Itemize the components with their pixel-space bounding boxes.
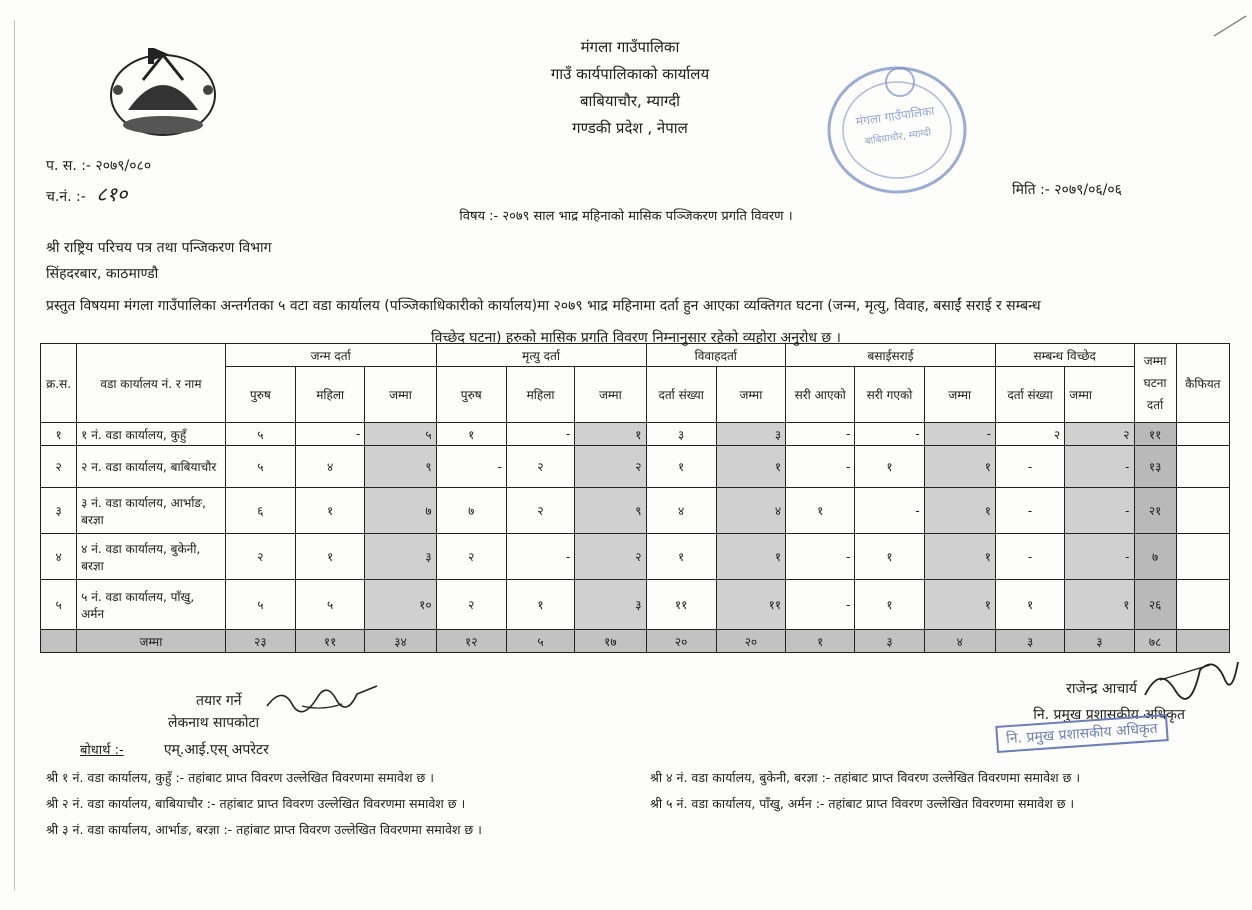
cell-birth-female: - — [296, 423, 365, 446]
cell-migration-out: १ — [855, 446, 924, 488]
col-migration: बसाईसराई — [786, 344, 996, 367]
cell-birth-total: ७ — [365, 488, 436, 534]
cell-birth-total: ५ — [365, 423, 436, 446]
body-line-2: विच्छेद घटना) हरुको मासिक प्रगति विवरण निम्नानुसार रहेको व्यहोरा अनुरोध छ । — [431, 330, 841, 346]
cell-divorce-count: १ — [995, 580, 1064, 630]
table-row — [41, 534, 1230, 580]
cell-death-male: १ — [436, 423, 506, 446]
cell-remarks — [1176, 446, 1229, 488]
cell-migration-total: - — [924, 423, 995, 446]
cell-birth-male: २ — [225, 534, 295, 580]
sub-birth-female: महिला — [296, 367, 365, 423]
office-name: मंगला गाउँपालिका — [580, 38, 680, 56]
cell-death-male: २ — [436, 580, 506, 630]
cell-ward: २ न. वडा कार्यालय, बाबियाचौर — [77, 446, 226, 488]
cell-marriage-total: ४ — [716, 488, 785, 534]
sub-death-female: महिला — [506, 367, 574, 423]
cell-total-death-total: १७ — [575, 630, 646, 653]
cell-marriage-total: १ — [716, 446, 785, 488]
officer-signature — [1140, 650, 1240, 710]
cell-birth-female: ४ — [296, 446, 365, 488]
cell-remarks — [1176, 534, 1229, 580]
cell-total-migration-in: १ — [786, 630, 855, 653]
cell-total-events: १३ — [1134, 446, 1176, 488]
addressee-line-2: सिंहदरबार, काठमाण्डौ — [46, 266, 159, 282]
cell-ward: ५ नं. वडा कार्यालय, पाँखु, अर्मन — [77, 580, 226, 630]
cell-remarks — [1176, 488, 1229, 534]
prepared-by-label: तयार गर्ने — [196, 693, 242, 709]
col-birth: जन्म दर्ता — [225, 344, 436, 367]
cell-total-divorce-count: ३ — [995, 630, 1064, 653]
table-header-row — [41, 344, 1230, 367]
cell-total-sn — [41, 630, 77, 653]
cell-birth-female: ५ — [296, 580, 365, 630]
cell-death-total: ३ — [575, 580, 646, 630]
table-total-row — [41, 630, 1230, 653]
scan-left-edge — [14, 20, 15, 890]
cell-birth-male: ६ — [225, 488, 295, 534]
office-location: बाबियाचौर, म्याग्दी — [579, 92, 681, 110]
cell-divorce-total: १ — [1065, 580, 1134, 630]
cell-marriage-total: ११ — [716, 580, 785, 630]
preparer-signature — [262, 676, 382, 726]
cell-migration-out: - — [855, 488, 924, 534]
cell-migration-out: १ — [855, 580, 924, 630]
list-item: श्री ४ नं. वडा कार्यालय, बुकेनी, बरज्ञा :- तहांबाट प्राप्त विवरण उल्लेखित विवरणमा समावेश छ । — [650, 770, 1081, 785]
prepared-by-name: लेकनाथ सापकोटा — [168, 715, 260, 731]
cell-death-female: २ — [506, 488, 574, 534]
col-divorce: सम्बन्ध विच्छेद — [995, 344, 1134, 367]
col-ward: वडा कार्यालय नं. र नाम — [77, 344, 226, 423]
cell-total-events: २१ — [1134, 488, 1176, 534]
cell-death-female: १ — [506, 580, 574, 630]
prepared-by-title: एम्.आई.एस् अपरेटर — [163, 742, 269, 758]
cell-marriage-count: ११ — [646, 580, 716, 630]
subject-line: विषय :- २०७९ साल भाद्र महिनाको मासिक पञ्जिकरण प्रगति विवरण । — [459, 209, 793, 224]
table-row — [41, 488, 1230, 534]
office-subtitle: गाउँ कार्यपालिकाको कार्यालय — [550, 65, 710, 83]
cell-marriage-count: १ — [646, 446, 716, 488]
cell-sn: ३ — [41, 488, 77, 534]
office-province: गण्डकी प्रदेश , नेपाल — [572, 119, 688, 137]
cell-divorce-total: - — [1065, 534, 1134, 580]
cell-remarks — [1176, 580, 1229, 630]
cell-divorce-count: - — [995, 446, 1064, 488]
registration-progress-table — [40, 343, 1230, 653]
sub-birth-total: जम्मा — [365, 367, 436, 423]
cell-total-migration-total: ४ — [924, 630, 995, 653]
cell-death-total: २ — [575, 534, 646, 580]
col-death: मृत्यु दर्ता — [436, 344, 646, 367]
cell-marriage-count: १ — [646, 534, 716, 580]
list-item: श्री १ नं. वडा कार्यालय, कुहुँ :- तहांबाट प्राप्त विवरण उल्लेखित विवरणमा समावेश छ । — [46, 770, 434, 785]
cell-ward: ३ नं. वडा कार्यालय, आर्भाङ, बरज्ञा — [77, 488, 226, 534]
cell-divorce-total: - — [1065, 446, 1134, 488]
nepal-emblem-logo — [98, 40, 228, 140]
table-row — [41, 446, 1230, 488]
cell-migration-total: १ — [924, 534, 995, 580]
cell-migration-in: - — [786, 446, 855, 488]
officer-name: राजेन्द्र आचार्य — [1066, 681, 1137, 697]
chalani-handwritten-value: ८१० — [96, 182, 128, 206]
cell-migration-total: १ — [924, 580, 995, 630]
list-item: श्री ५ नं. वडा कार्यालय, पाँखु, अर्मन :- तहांबाट प्राप्त विवरण उल्लेखित विवरणमा समावेश छ । — [650, 796, 1075, 811]
cell-sn: ४ — [41, 534, 77, 580]
cell-birth-female: १ — [296, 488, 365, 534]
cell-total-events: ७ — [1134, 534, 1176, 580]
cell-death-female: २ — [506, 446, 574, 488]
sub-marriage-count: दर्ता संख्या — [646, 367, 716, 423]
cell-birth-male: ५ — [225, 580, 295, 630]
sub-death-total: जम्मा — [575, 367, 646, 423]
sub-divorce-count: दर्ता संख्या — [995, 367, 1064, 423]
cell-sn: २ — [41, 446, 77, 488]
cell-total-death-female: ५ — [506, 630, 574, 653]
sub-marriage-total: जम्मा — [716, 367, 785, 423]
bodharth-label: बोधार्थ :- — [80, 743, 124, 758]
cell-birth-total: ९ — [365, 446, 436, 488]
cell-total-birth-total: ३४ — [365, 630, 436, 653]
cell-marriage-count: ३ — [646, 423, 716, 446]
sub-migration-out: सरी गएको — [855, 367, 924, 423]
addressee-line-1: श्री राष्ट्रिय परिचय पत्र तथा पन्जिकरण विभाग — [46, 240, 272, 256]
cell-death-total: ९ — [575, 488, 646, 534]
patra-sankhya: प. स. :- २०७९/०८० — [46, 158, 152, 174]
cell-ward: १ नं. वडा कार्यालय, कुहुँ — [77, 423, 226, 446]
table-row — [41, 580, 1230, 630]
cell-birth-total: ३ — [365, 534, 436, 580]
cell-total-events-sum: ७८ — [1134, 630, 1176, 653]
cell-total-marriage-total: २० — [716, 630, 785, 653]
col-marriage: विवाहदर्ता — [646, 344, 786, 367]
cell-birth-male: ५ — [225, 446, 295, 488]
cell-birth-total: १० — [365, 580, 436, 630]
cell-total-label: जम्मा — [77, 630, 226, 653]
list-item: श्री २ नं. वडा कार्यालय, बाबियाचौर :- तहांबाट प्राप्त विवरण उल्लेखित विवरणमा समावेश छ । — [46, 796, 466, 811]
sub-migration-in: सरी आएको — [786, 367, 855, 423]
cell-divorce-count: - — [995, 534, 1064, 580]
bodharth-notes-right — [650, 765, 1080, 817]
sub-birth-male: पुरुष — [225, 367, 295, 423]
cell-death-total: २ — [575, 446, 646, 488]
table-row — [41, 423, 1230, 446]
cell-death-male: - — [436, 446, 506, 488]
cell-total-events: २६ — [1134, 580, 1176, 630]
cell-death-female: - — [506, 534, 574, 580]
cell-death-female: - — [506, 423, 574, 446]
cell-marriage-total: ३ — [716, 423, 785, 446]
list-item: श्री ३ नं. वडा कार्यालय, आर्भाङ, बरज्ञा :- तहांबाट प्राप्त विवरण उल्लेखित विवरणमा समावेश छ । — [46, 822, 482, 837]
sub-death-male: पुरुष — [436, 367, 506, 423]
cell-divorce-total: - — [1065, 488, 1134, 534]
sub-divorce-total: जम्मा — [1065, 367, 1134, 423]
chalani-number-row — [46, 180, 127, 207]
col-remarks: कैफियत — [1176, 344, 1229, 423]
office-seal-stamp — [822, 60, 972, 200]
svg-text:मंगला गाउँपालिका: मंगला गाउँपालिका — [854, 103, 936, 129]
cell-birth-male: ५ — [225, 423, 295, 446]
cell-migration-in: - — [786, 534, 855, 580]
col-sn: क्र.स. — [41, 344, 77, 423]
body-line-1: प्रस्तुत विषयमा मंगला गाउँपालिका अन्तर्गतका ५ वटा वडा कार्यालय (पञ्जिकाधिकारीको कार्यालय)मा २०७९ भाद्र महिनामा दर्ता हुन आएका व्यक्तिगत घटना (जन्म, मृत्यु, विवाह, बसाईं सराई र सम्बन्ध — [46, 298, 1041, 314]
cell-migration-out: १ — [855, 534, 924, 580]
cell-death-male: ७ — [436, 488, 506, 534]
cell-migration-in: - — [786, 580, 855, 630]
cell-remarks — [1176, 423, 1229, 446]
cell-migration-total: १ — [924, 446, 995, 488]
bodharth-notes-left — [46, 765, 482, 843]
cell-total-marriage-count: २० — [646, 630, 716, 653]
sub-migration-total: जम्मा — [924, 367, 995, 423]
cell-total-events: ११ — [1134, 423, 1176, 446]
cell-birth-female: १ — [296, 534, 365, 580]
cell-total-migration-out: ३ — [855, 630, 924, 653]
bodharth-row — [80, 740, 269, 759]
cell-sn: ५ — [41, 580, 77, 630]
cell-divorce-count: - — [995, 488, 1064, 534]
cell-total-death-male: १२ — [436, 630, 506, 653]
cell-ward: ४ नं. वडा कार्यालय, बुकेनी, बरज्ञा — [77, 534, 226, 580]
cell-sn: १ — [41, 423, 77, 446]
cell-total-birth-female: ११ — [296, 630, 365, 653]
cell-death-total: १ — [575, 423, 646, 446]
cell-migration-out: - — [855, 423, 924, 446]
svg-text:बाबियाचौर, म्याग्दी: बाबियाचौर, म्याग्दी — [864, 127, 932, 148]
cell-marriage-count: ४ — [646, 488, 716, 534]
cell-death-male: २ — [436, 534, 506, 580]
scan-edge-mark — [1212, 14, 1248, 38]
col-total-events: जम्मा घटना दर्ता — [1134, 344, 1176, 423]
cell-divorce-total: २ — [1065, 423, 1134, 446]
prepared-by-block — [168, 690, 259, 734]
officer-title: नि. प्रमुख प्रशासकीय अधिकृत — [1033, 707, 1185, 723]
cell-migration-total: १ — [924, 488, 995, 534]
date: मिति :- २०७९/०६/०६ — [1012, 182, 1122, 198]
cell-total-divorce-total: ३ — [1065, 630, 1134, 653]
cell-migration-in: १ — [786, 488, 855, 534]
officer-designation-stamp: नि. प्रमुख प्रशासकीय अधिकृत — [995, 714, 1168, 753]
cell-divorce-count: २ — [995, 423, 1064, 446]
cell-marriage-total: १ — [716, 534, 785, 580]
cell-migration-in: - — [786, 423, 855, 446]
cell-total-birth-male: २३ — [225, 630, 295, 653]
chalani-label: च.नं. :- — [46, 189, 86, 205]
